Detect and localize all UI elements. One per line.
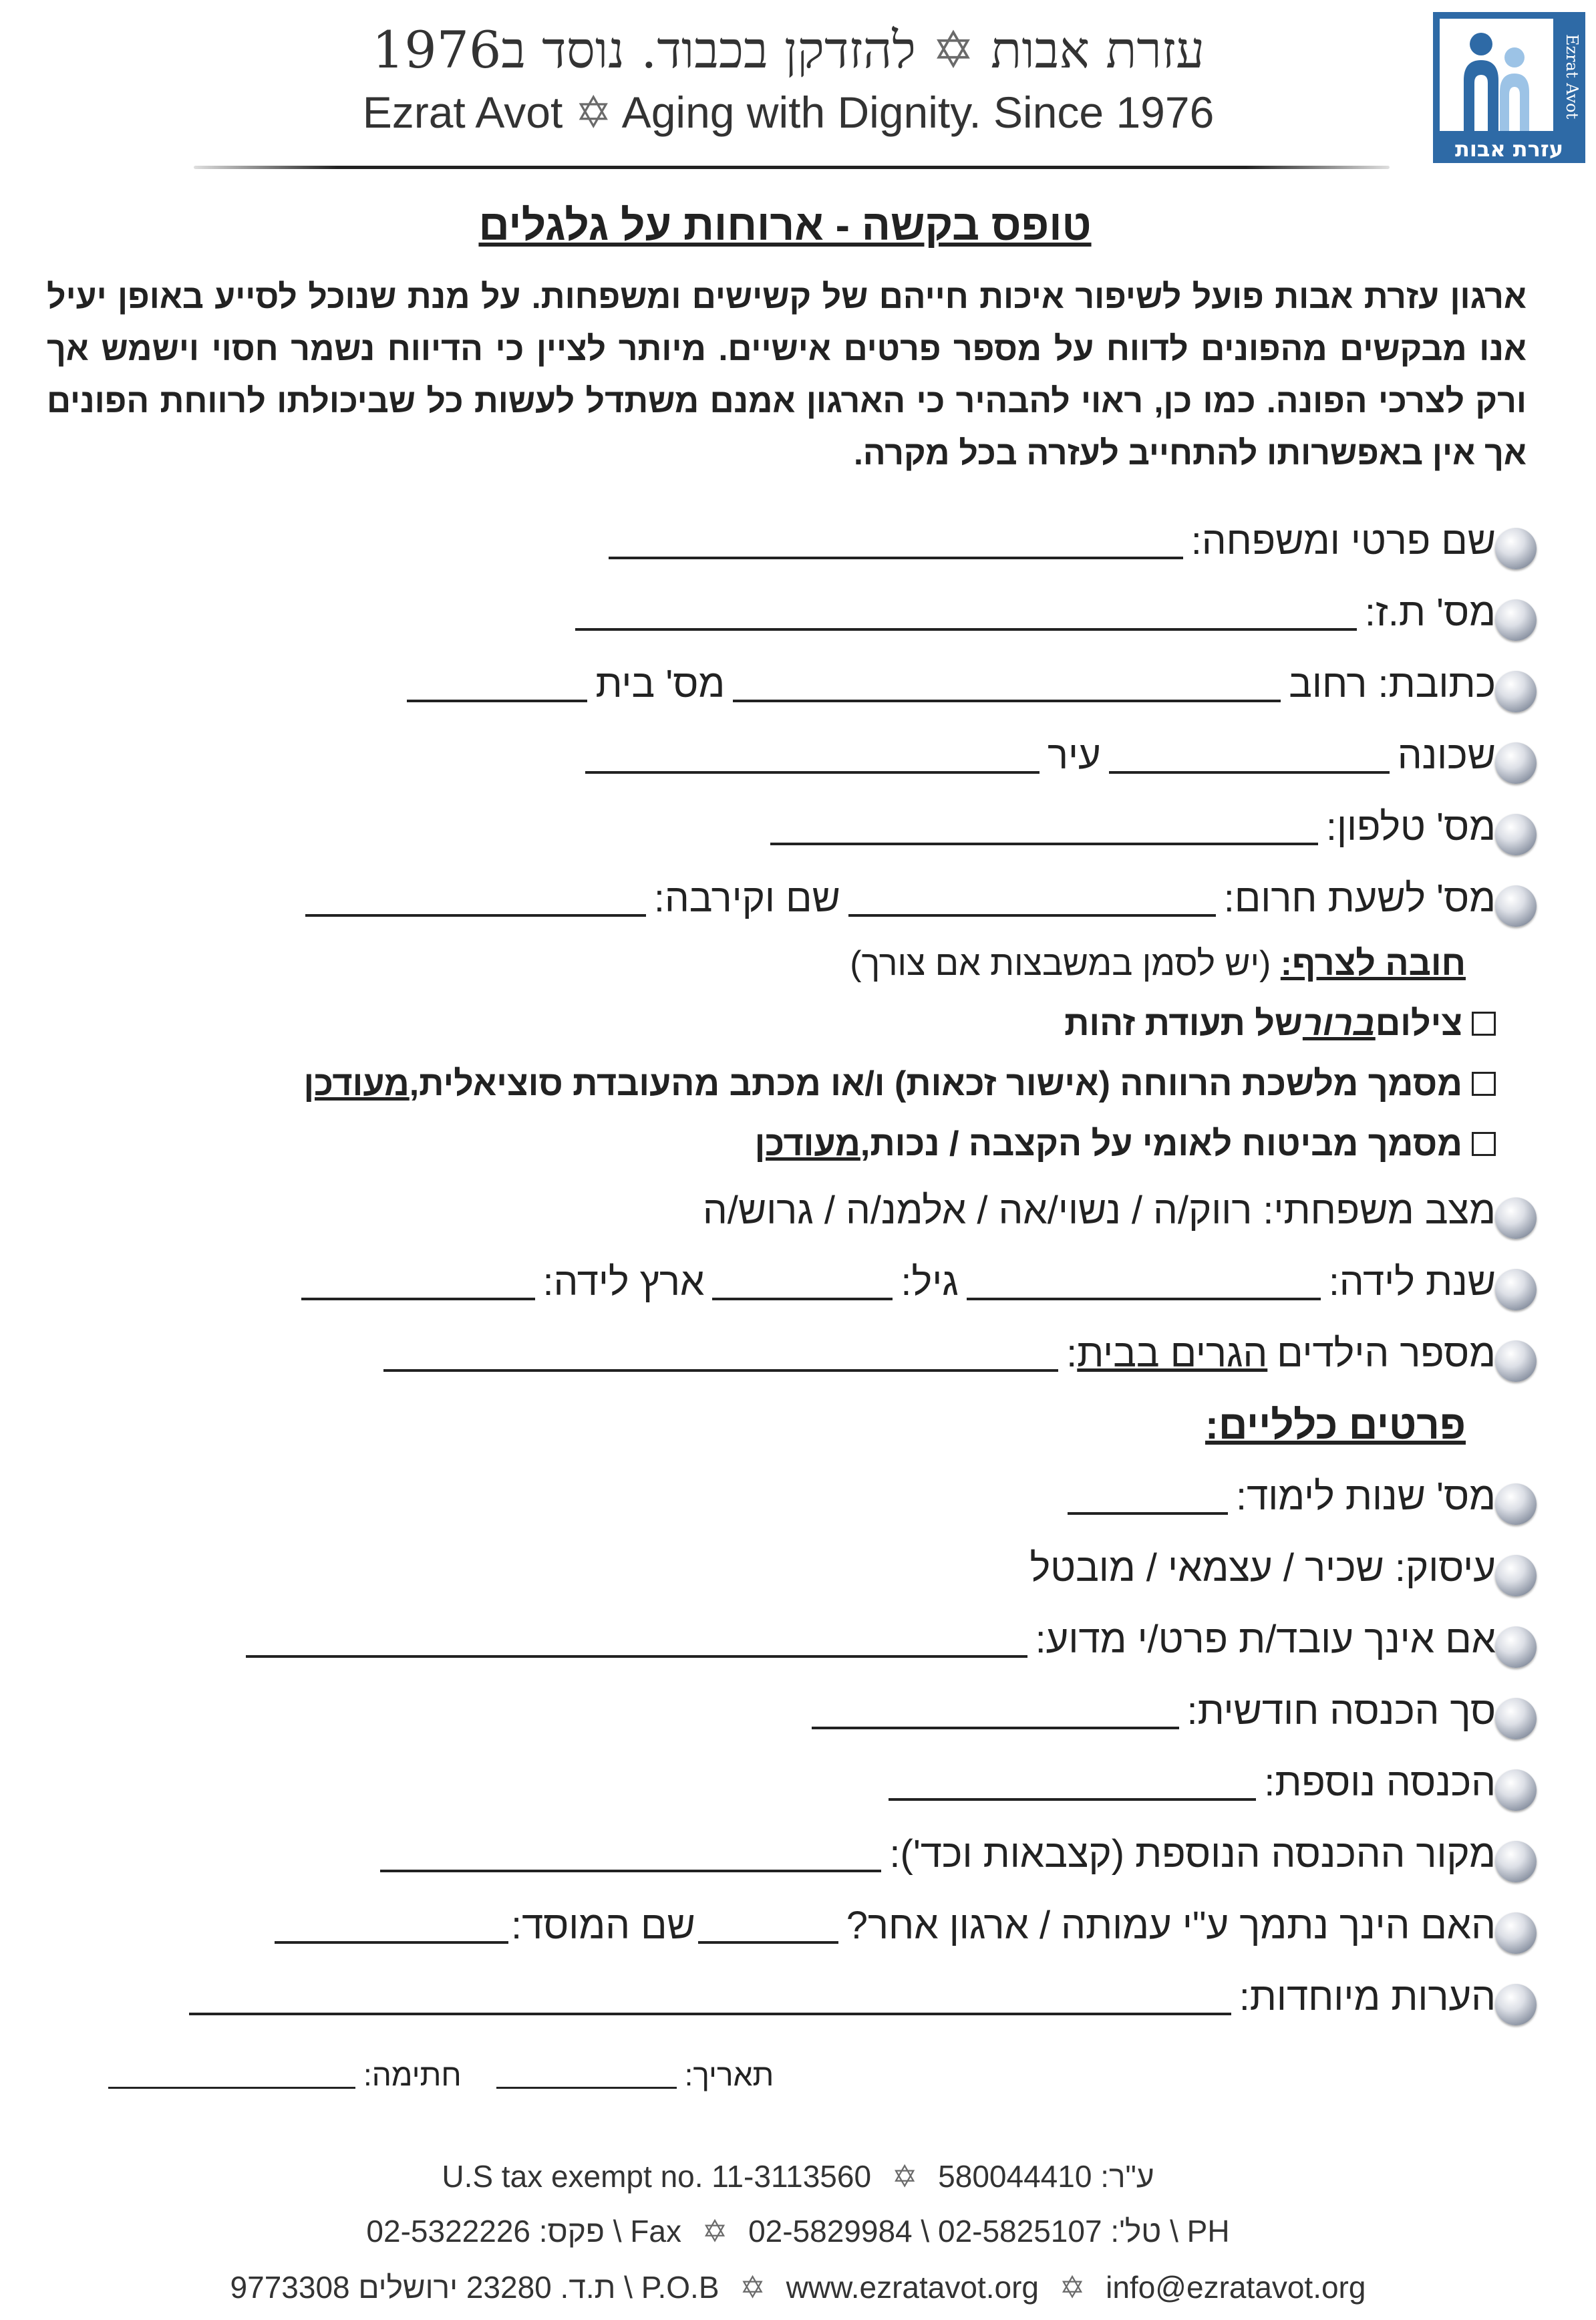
checkbox[interactable]: [1472, 1012, 1496, 1036]
bullet-icon: [1495, 1698, 1537, 1739]
star-of-david-icon: ✡: [932, 20, 975, 80]
field-supported: [267, 1903, 1496, 1948]
field-label: שכונה: [1397, 734, 1496, 777]
signature-input[interactable]: [108, 2063, 355, 2089]
bullet-icon: [1495, 1984, 1537, 2025]
date-input[interactable]: [496, 2063, 677, 2089]
field-not-working: [238, 1617, 1496, 1662]
required-item-text: של תעודת זהות: [1064, 1004, 1303, 1043]
full-name-input[interactable]: [609, 526, 1183, 559]
birth-country-input[interactable]: [301, 1267, 535, 1300]
bullet-icon: [1495, 1269, 1537, 1310]
field-occupation: [1029, 1546, 1496, 1590]
field-label: ארץ לידה:: [542, 1260, 705, 1304]
bullet-icon: [1495, 742, 1537, 784]
field-label: הערות מיוחדות:: [1239, 1975, 1496, 2019]
star-of-david-icon: ✡: [575, 88, 612, 137]
field-label: מצב משפחתי:: [1263, 1189, 1496, 1232]
bullet-icon: [1495, 885, 1537, 927]
us-tax-number: U.S tax exempt no. 11-3113560: [442, 2159, 872, 2194]
footer-contact: [0, 2269, 1596, 2305]
star-of-david-icon: ✡: [701, 2214, 728, 2249]
field-phone: [762, 805, 1496, 849]
website-link[interactable]: www.ezratavot.org: [786, 2270, 1040, 2305]
extra-income-source-input[interactable]: [380, 1839, 881, 1872]
bullet-icon: [1495, 814, 1537, 855]
field-children: מספר הילדים הגרים בבית :: [375, 1331, 1496, 1376]
footer-phones: [0, 2213, 1596, 2249]
required-item-text: מסמך מביטוח לאומי על הקצבה / נכות,: [860, 1125, 1462, 1163]
field-extra-income: [881, 1760, 1496, 1805]
bullet-icon: [1495, 1483, 1537, 1525]
field-full-name: [601, 519, 1496, 563]
star-of-david-icon: ✡: [891, 2159, 918, 2194]
field-label: מס' שנות לימוד:: [1235, 1475, 1496, 1518]
footer-registration: [0, 2158, 1596, 2194]
section-general-title: פרטים כלליים:: [1205, 1403, 1466, 1447]
bullet-icon: [1495, 1912, 1537, 1954]
bullet-icon: [1495, 1841, 1537, 1882]
field-id-number: [567, 590, 1496, 635]
required-item-text: צילום: [1375, 1004, 1462, 1043]
organization-logo: [1433, 12, 1585, 163]
not-working-input[interactable]: [246, 1624, 1027, 1658]
logo-bottom-text: עזרת אבות: [1454, 136, 1564, 162]
field-remarks: [181, 1975, 1496, 2019]
bullet-icon: [1495, 1626, 1537, 1668]
bullet-icon: [1495, 1555, 1537, 1596]
supported-input[interactable]: [698, 1910, 838, 1944]
checkbox[interactable]: [1472, 1132, 1496, 1156]
checkbox[interactable]: [1472, 1072, 1496, 1096]
header-english-name: Ezrat Avot: [362, 88, 563, 137]
field-neighborhood-city: [577, 733, 1496, 778]
field-label: סך הכנסה חודשית:: [1186, 1689, 1496, 1733]
header-hebrew: [281, 20, 1296, 80]
field-address: [399, 662, 1496, 706]
study-years-input[interactable]: [1068, 1481, 1228, 1515]
field-extra-income-source: [372, 1832, 1496, 1876]
id-number-input[interactable]: [575, 597, 1357, 631]
required-item-text: מסמך מלשכת הרווחה (אישור זכאות) ו/או מכתב מהעובדת סוציאלית,: [409, 1064, 1462, 1103]
signature-row: [100, 2057, 774, 2093]
fax-number: Fax \ פקס: 02-5322226: [366, 2214, 681, 2249]
star-of-david-icon: ✡: [1059, 2270, 1086, 2305]
bullet-icon: [1495, 1340, 1537, 1382]
neighborhood-input[interactable]: [1109, 740, 1390, 774]
field-label: מס' טלפון:: [1325, 805, 1496, 849]
phone-input[interactable]: [770, 812, 1318, 845]
bullet-icon: [1495, 1197, 1537, 1239]
field-birth: [293, 1260, 1496, 1304]
field-label: עיר: [1048, 734, 1101, 777]
signature-label: חתימה:: [363, 2057, 462, 2092]
house-number-input[interactable]: [407, 669, 587, 702]
required-title: חובה לצרף:: [1280, 944, 1466, 983]
institution-input[interactable]: [275, 1910, 508, 1944]
field-label: גיל:: [901, 1260, 959, 1304]
marital-options[interactable]: רווק/ה / נשוי/אה / אלמנ/ה / גרוש/ה: [703, 1189, 1253, 1232]
field-label: שם פרטי ומשפחה:: [1190, 519, 1496, 563]
field-study-years: [1060, 1474, 1496, 1519]
required-item: [755, 1124, 1496, 1164]
required-item-emphasis: מעודכן: [754, 1125, 860, 1163]
field-label: מס' לשעת חרום:: [1223, 877, 1496, 920]
logo-figures-icon: [1440, 19, 1553, 131]
header-divider: [194, 166, 1390, 169]
field-label: כתובת: רחוב: [1289, 662, 1496, 706]
header-english-tagline: Aging with Dignity. Since 1976: [621, 88, 1215, 137]
occupation-options[interactable]: שכיר / עצמאי / מובטל: [1029, 1546, 1384, 1590]
field-label: מס' ת.ז:: [1364, 591, 1496, 634]
header-hebrew-tagline: להזדקן בכבוד. נוסד ב1976: [371, 20, 916, 80]
intro-paragraph: ארגון עזרת אבות פועל לשיפור איכות חייהם של קשישים ומשפחות. על מנת שנוכל לסייע באופן יעיל אנו מבקשים מהפונים לדווח על מספר פרטים אישיים. מיותר לציין כי הדיווח נשמר חסוי וישמש אך ורק לצרכי הפונה. כמו כן, ראוי להבהיר כי הארגון אמנם משתדל לעשות כל שביכולתו לרווחת הפונים אך אין באפשרותו להתחייב לעזרה בכל מקרה.: [47, 278, 1527, 472]
required-note: (יש לסמן במשבצות אם צורך): [850, 944, 1271, 983]
field-label: הכנסה נוספת:: [1264, 1761, 1496, 1804]
field-label: שם המוסד:: [511, 1904, 695, 1947]
birth-year-input[interactable]: [967, 1267, 1321, 1300]
remarks-input[interactable]: [189, 1982, 1231, 2015]
form-title: טופס בקשה - ארוחות על גלגלים: [478, 201, 1092, 249]
required-attachments-heading: [850, 944, 1466, 984]
field-label: שם וקירבה:: [653, 877, 840, 920]
emergency-phone-input[interactable]: [848, 883, 1216, 917]
field-label: אם אינך עובד/ת פרט/י מדוע:: [1035, 1618, 1496, 1661]
registration-label: ע"ר: 580044410: [938, 2159, 1154, 2194]
street-input[interactable]: [733, 669, 1281, 702]
header-hebrew-name: עזרת אבות: [991, 20, 1205, 80]
relation-input[interactable]: [305, 883, 646, 917]
required-item-emphasis: ברור: [1302, 1004, 1376, 1043]
star-of-david-icon: ✡: [740, 2270, 766, 2305]
date-label: תאריך:: [684, 2057, 774, 2092]
field-label: מספר הילדים: [1277, 1332, 1496, 1375]
required-item: [1064, 1004, 1496, 1044]
phone-numbers: PH \ טל': 02-5825107 \ 02-5829984: [748, 2214, 1230, 2249]
bullet-icon: [1495, 671, 1537, 712]
monthly-income-input[interactable]: [812, 1696, 1179, 1729]
bullet-icon: [1495, 1769, 1537, 1811]
field-label: שנת לידה:: [1328, 1260, 1496, 1304]
header-english: [281, 87, 1296, 138]
field-label: האם הינך נתמך ע"י עמותה / ארגון אחר?: [846, 1904, 1496, 1947]
age-input[interactable]: [712, 1267, 893, 1300]
required-item-emphasis: מעודכן: [303, 1064, 410, 1103]
bullet-icon: [1495, 528, 1537, 569]
children-input[interactable]: [383, 1338, 1058, 1372]
field-label: עיסוק:: [1394, 1546, 1496, 1590]
email-link[interactable]: info@ezratavot.org: [1106, 2270, 1366, 2305]
field-label: מס' בית: [595, 662, 726, 706]
po-box: P.O.B \ ת.ד. 23280 ירושלים 9773308: [230, 2270, 720, 2305]
city-input[interactable]: [585, 740, 1040, 774]
field-label: מקור ההכנסה הנוספת (קצבאות וכד'):: [889, 1832, 1496, 1876]
field-marital-status: [703, 1188, 1496, 1233]
required-item: [303, 1064, 1496, 1104]
extra-income-input[interactable]: [889, 1767, 1256, 1801]
field-monthly-income: [804, 1689, 1496, 1733]
logo-side-text: Ezrat Avot: [1563, 34, 1581, 120]
field-emergency: [297, 876, 1496, 921]
bullet-icon: [1495, 599, 1537, 641]
field-label-underlined: הגרים בבית: [1077, 1332, 1268, 1375]
